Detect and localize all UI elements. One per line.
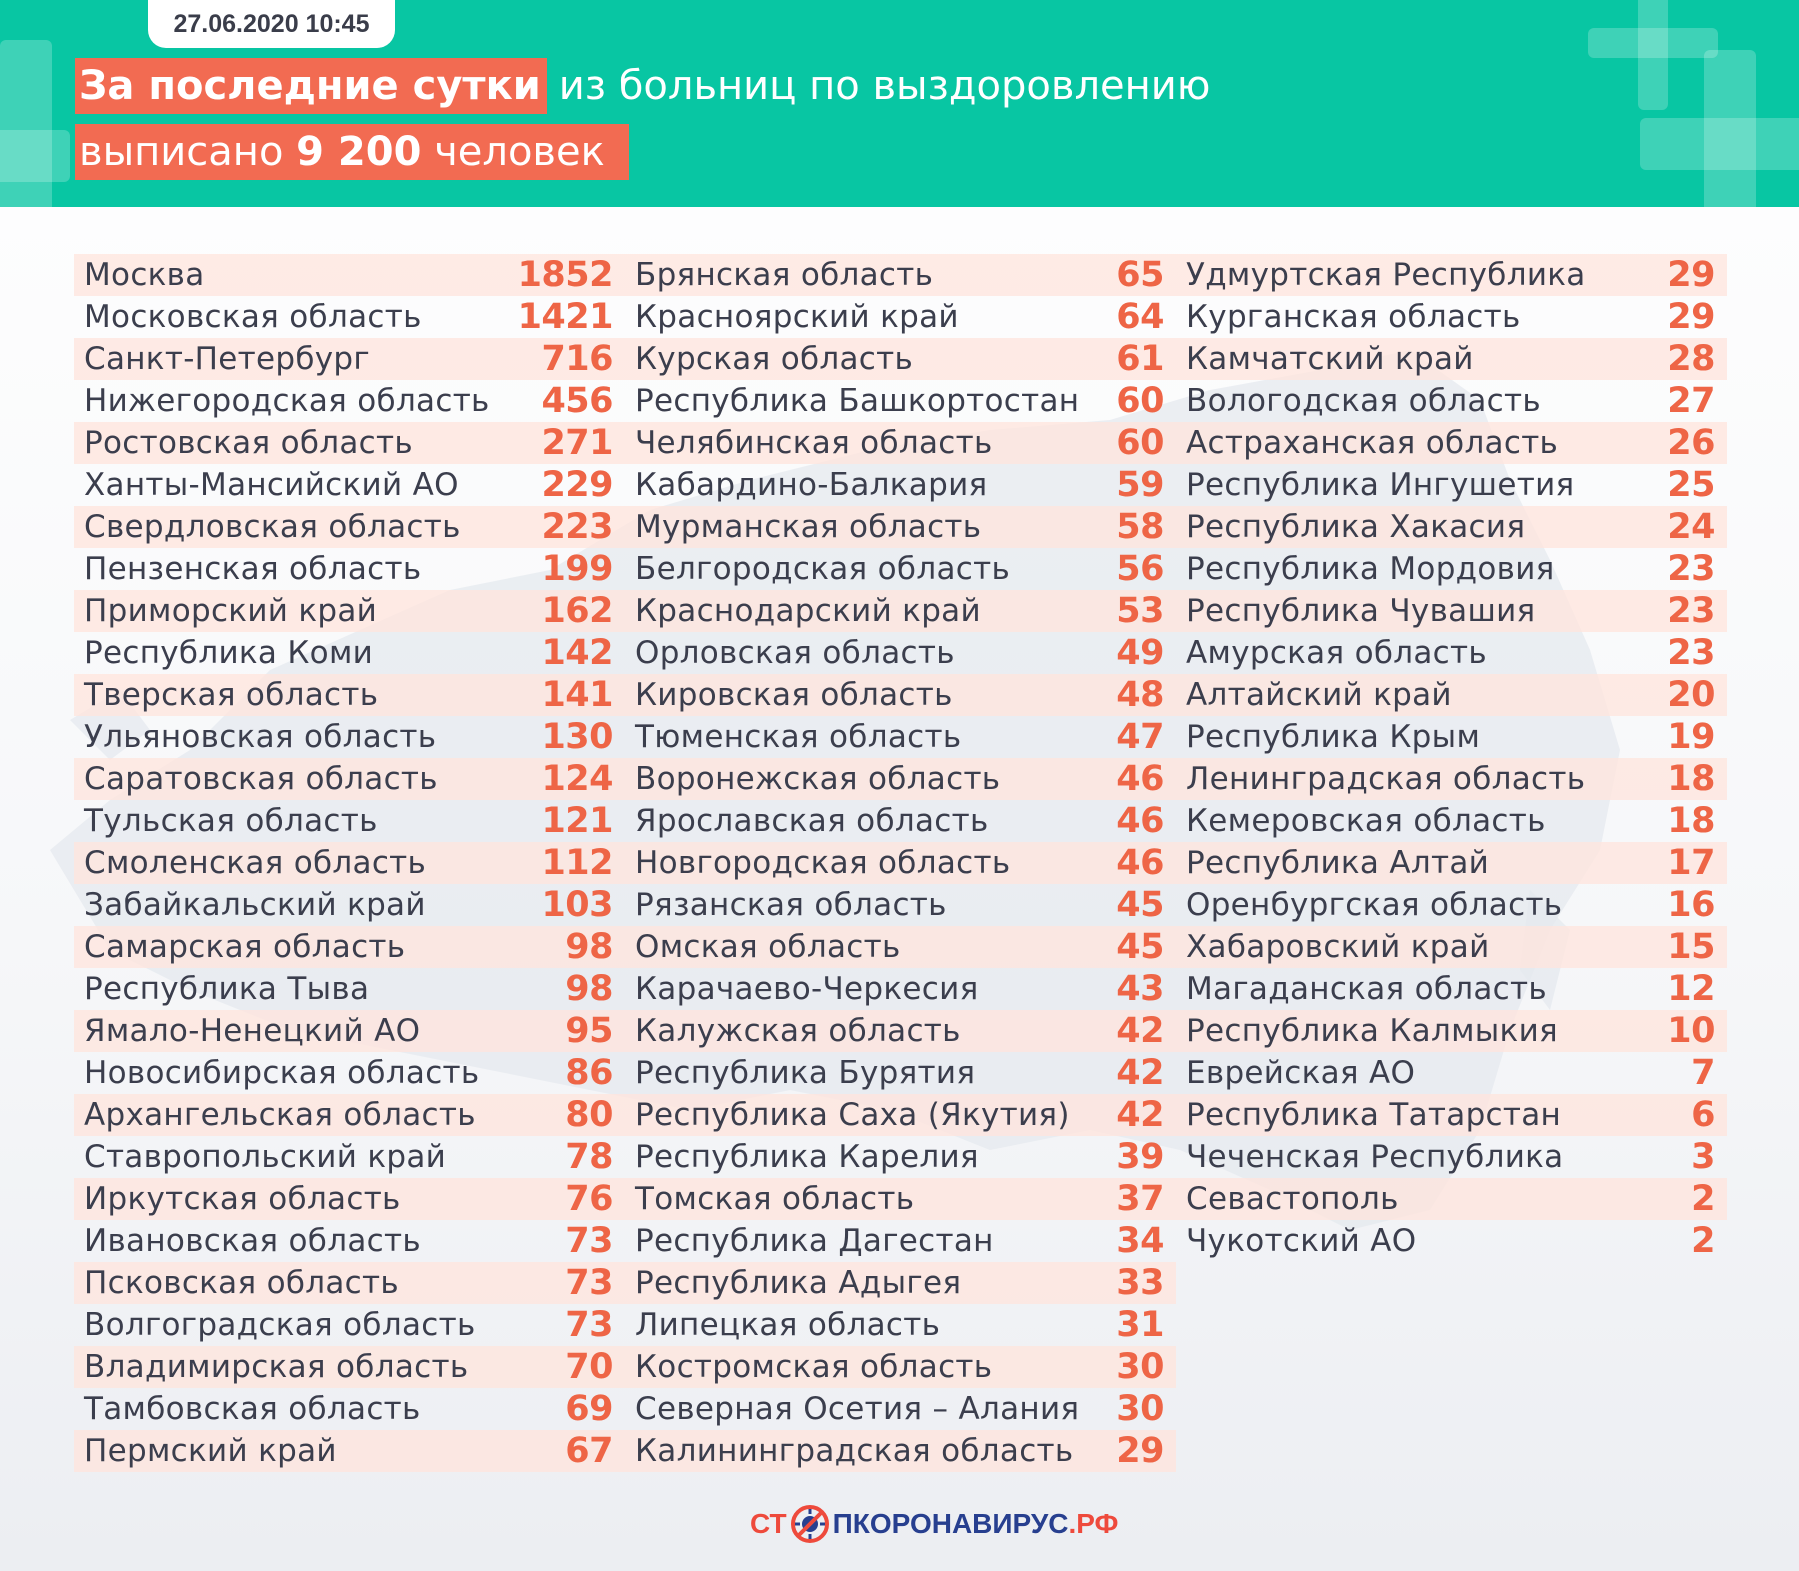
- table-row: [74, 632, 625, 674]
- region-name: Республика Адыгея: [635, 1265, 962, 1301]
- recovered-count: 2: [1691, 1221, 1715, 1261]
- table-row: [1176, 548, 1727, 590]
- region-name: Пензенская область: [84, 551, 422, 587]
- headline-text: из больниц по выздоровлению: [558, 63, 1211, 109]
- recovered-count: 141: [541, 675, 613, 715]
- recovered-count: 33: [1116, 1263, 1164, 1303]
- table-row: [625, 1094, 1176, 1136]
- table-row: [625, 1052, 1176, 1094]
- table-row: [625, 1346, 1176, 1388]
- region-name: Курская область: [635, 341, 914, 377]
- recovered-count: 23: [1667, 633, 1715, 673]
- region-name: Республика Крым: [1186, 719, 1481, 755]
- recovered-count: 716: [541, 339, 613, 379]
- table-row: [74, 1346, 625, 1388]
- recovered-count: 46: [1116, 843, 1164, 883]
- recovered-count: 30: [1116, 1347, 1164, 1387]
- recovered-count: 86: [565, 1053, 613, 1093]
- recovered-count: 30: [1116, 1389, 1164, 1429]
- table-row: [625, 926, 1176, 968]
- region-name: Мурманская область: [635, 509, 982, 545]
- recovered-count: 73: [565, 1305, 613, 1345]
- table-row: [1176, 1052, 1727, 1094]
- recovered-count: 1421: [517, 297, 613, 337]
- region-name: Тульская область: [84, 803, 378, 839]
- region-name: Новосибирская область: [84, 1055, 480, 1091]
- recovered-count: 37: [1116, 1179, 1164, 1219]
- region-name: Ивановская область: [84, 1223, 421, 1259]
- table-row: [1176, 674, 1727, 716]
- recovered-count: 42: [1116, 1095, 1164, 1135]
- table-row: [625, 1136, 1176, 1178]
- region-name: Республика Алтай: [1186, 845, 1490, 881]
- region-name: Северная Осетия – Алания: [635, 1391, 1080, 1427]
- region-name: Томская область: [635, 1181, 915, 1217]
- headline-suffix: человек: [434, 129, 605, 175]
- table-row: [625, 1430, 1176, 1472]
- headline-line-2: [75, 124, 629, 180]
- region-name: Орловская область: [635, 635, 955, 671]
- region-name: Магаданская область: [1186, 971, 1547, 1007]
- region-name: Карачаево-Черкесия: [635, 971, 979, 1007]
- region-name: Удмуртская Республика: [1186, 257, 1586, 293]
- region-name: Республика Калмыкия: [1186, 1013, 1558, 1049]
- recovered-count: 29: [1667, 255, 1715, 295]
- recovered-count: 199: [541, 549, 613, 589]
- table-row: [74, 968, 625, 1010]
- headline-total-box: [75, 124, 629, 180]
- region-name: Республика Хакасия: [1186, 509, 1526, 545]
- table-row: [1176, 758, 1727, 800]
- table-row: [625, 548, 1176, 590]
- recovered-count: 142: [541, 633, 613, 673]
- recovered-count: 70: [565, 1347, 613, 1387]
- region-name: Волгоградская область: [84, 1307, 476, 1343]
- table-row: [1176, 842, 1727, 884]
- region-name: Кемеровская область: [1186, 803, 1546, 839]
- table-row: [625, 590, 1176, 632]
- recovered-count: 45: [1116, 927, 1164, 967]
- region-name: Челябинская область: [635, 425, 993, 461]
- recovered-count: 456: [541, 381, 613, 421]
- table-row: [1176, 506, 1727, 548]
- table-row: [1176, 1136, 1727, 1178]
- region-name: Санкт-Петербург: [84, 341, 370, 377]
- region-name: Чукотский АО: [1186, 1223, 1417, 1259]
- recovered-count: 6: [1691, 1095, 1715, 1135]
- region-name: Камчатский край: [1186, 341, 1474, 377]
- region-name: Республика Ингушетия: [1186, 467, 1575, 503]
- recovered-count: 42: [1116, 1011, 1164, 1051]
- region-name: Тверская область: [84, 677, 379, 713]
- recovered-count: 124: [541, 759, 613, 799]
- table-row: [74, 1010, 625, 1052]
- region-name: Курганская область: [1186, 299, 1521, 335]
- recovered-count: 73: [565, 1221, 613, 1261]
- recovered-count: 7: [1691, 1053, 1715, 1093]
- recovered-count: 53: [1116, 591, 1164, 631]
- region-column-1: [74, 254, 625, 1472]
- table-row: [1176, 380, 1727, 422]
- region-name: Красноярский край: [635, 299, 959, 335]
- recovered-count: 130: [541, 717, 613, 757]
- table-row: [74, 464, 625, 506]
- recovered-count: 17: [1667, 843, 1715, 883]
- recovered-count: 103: [541, 885, 613, 925]
- region-name: Рязанская область: [635, 887, 947, 923]
- table-row: [625, 1304, 1176, 1346]
- recovered-count: 162: [541, 591, 613, 631]
- region-name: Республика Мордовия: [1186, 551, 1555, 587]
- recovered-count: 31: [1116, 1305, 1164, 1345]
- table-row: [1176, 926, 1727, 968]
- table-row: [74, 548, 625, 590]
- region-name: Вологодская область: [1186, 383, 1541, 419]
- region-name: Ульяновская область: [84, 719, 437, 755]
- region-name: Севастополь: [1186, 1181, 1399, 1217]
- table-row: [1176, 1094, 1727, 1136]
- table-row: [74, 1052, 625, 1094]
- table-row: [74, 590, 625, 632]
- recovered-count: 76: [565, 1179, 613, 1219]
- recovered-count: 49: [1116, 633, 1164, 673]
- recovered-count: 73: [565, 1263, 613, 1303]
- region-name: Самарская область: [84, 929, 406, 965]
- table-row: [1176, 1010, 1727, 1052]
- table-row: [625, 380, 1176, 422]
- recovered-count: 18: [1667, 801, 1715, 841]
- table-row: [1176, 296, 1727, 338]
- header-banner: [0, 0, 1799, 207]
- headline-highlight: За последние сутки: [75, 58, 547, 114]
- region-name: Алтайский край: [1186, 677, 1452, 713]
- table-row: [1176, 716, 1727, 758]
- table-row: [625, 338, 1176, 380]
- region-name: Белгородская область: [635, 551, 1011, 587]
- recovered-count: 43: [1116, 969, 1164, 1009]
- table-row: [74, 1220, 625, 1262]
- table-row: [1176, 422, 1727, 464]
- virus-stop-icon: [789, 1503, 831, 1545]
- region-name: Забайкальский край: [84, 887, 426, 923]
- recovered-count: 34: [1116, 1221, 1164, 1261]
- region-name: Москва: [84, 257, 205, 293]
- table-row: [74, 758, 625, 800]
- recovered-count: 28: [1667, 339, 1715, 379]
- table-row: [625, 506, 1176, 548]
- region-name: Республика Башкортостан: [635, 383, 1080, 419]
- table-row: [625, 464, 1176, 506]
- table-row: [1176, 590, 1727, 632]
- table-row: [74, 338, 625, 380]
- recovered-count: 25: [1667, 465, 1715, 505]
- region-name: Тюменская область: [635, 719, 962, 755]
- region-name: Оренбургская область: [1186, 887, 1563, 923]
- region-name: Ямало-Ненецкий АО: [84, 1013, 421, 1049]
- table-row: [74, 1178, 625, 1220]
- recovered-count: 16: [1667, 885, 1715, 925]
- region-name: Тамбовская область: [84, 1391, 421, 1427]
- table-row: [625, 842, 1176, 884]
- headline-total-number: 9 200: [296, 129, 422, 175]
- table-row: [1176, 338, 1727, 380]
- logo-text-part2: ПКОРОНАВИРУС: [832, 1508, 1069, 1539]
- recovered-count: 12: [1667, 969, 1715, 1009]
- region-name: Псковская область: [84, 1265, 399, 1301]
- table-row: [1176, 884, 1727, 926]
- region-name: Архангельская область: [84, 1097, 476, 1133]
- recovered-count: 46: [1116, 759, 1164, 799]
- region-name: Свердловская область: [84, 509, 461, 545]
- headline-prefix: выписано: [79, 129, 284, 175]
- region-name: Республика Карелия: [635, 1139, 979, 1175]
- recovered-count: 23: [1667, 591, 1715, 631]
- region-name: Пермский край: [84, 1433, 337, 1469]
- region-name: Ханты-Мансийский АО: [84, 467, 459, 503]
- table-row: [74, 506, 625, 548]
- region-name: Воронежская область: [635, 761, 1001, 797]
- table-row: [625, 632, 1176, 674]
- recovered-count: 112: [541, 843, 613, 883]
- table-row: [1176, 1220, 1727, 1262]
- region-name: Владимирская область: [84, 1349, 469, 1385]
- region-name: Ленинградская область: [1186, 761, 1586, 797]
- region-name: Смоленская область: [84, 845, 427, 881]
- recovered-count: 2: [1691, 1179, 1715, 1219]
- recovered-count: 20: [1667, 675, 1715, 715]
- recovered-count: 58: [1116, 507, 1164, 547]
- table-row: [74, 926, 625, 968]
- table-row: [74, 842, 625, 884]
- recovered-count: 64: [1116, 297, 1164, 337]
- recovered-count: 47: [1116, 717, 1164, 757]
- recovered-count: 69: [565, 1389, 613, 1429]
- region-name: Новгородская область: [635, 845, 1011, 881]
- table-row: [74, 884, 625, 926]
- recovered-count: 24: [1667, 507, 1715, 547]
- table-row: [1176, 254, 1727, 296]
- recovered-count: 56: [1116, 549, 1164, 589]
- region-name: Иркутская область: [84, 1181, 401, 1217]
- region-name: Республика Бурятия: [635, 1055, 976, 1091]
- table-row: [1176, 1178, 1727, 1220]
- logo-text-part1: СТ: [750, 1508, 787, 1539]
- region-name: Амурская область: [1186, 635, 1487, 671]
- table-row: [625, 1178, 1176, 1220]
- table-row: [74, 1136, 625, 1178]
- region-name: Омская область: [635, 929, 901, 965]
- region-name: Ставропольский край: [84, 1139, 447, 1175]
- region-name: Республика Татарстан: [1186, 1097, 1562, 1133]
- table-row: [625, 884, 1176, 926]
- recovered-count: 3: [1691, 1137, 1715, 1177]
- table-row: [625, 1010, 1176, 1052]
- table-row: [1176, 632, 1727, 674]
- region-name: Московская область: [84, 299, 422, 335]
- recovered-count: 65: [1116, 255, 1164, 295]
- region-name: Ростовская область: [84, 425, 413, 461]
- table-row: [1176, 968, 1727, 1010]
- region-name: Калужская область: [635, 1013, 961, 1049]
- recovered-count: 80: [565, 1095, 613, 1135]
- table-row: [74, 1430, 625, 1472]
- recovered-count: 121: [541, 801, 613, 841]
- recovered-count: 15: [1667, 927, 1715, 967]
- region-column-2: [625, 254, 1176, 1472]
- region-name: Саратовская область: [84, 761, 438, 797]
- table-row: [74, 674, 625, 716]
- table-row: [625, 758, 1176, 800]
- recovered-count: 67: [565, 1431, 613, 1471]
- recovered-count: 29: [1667, 297, 1715, 337]
- table-row: [74, 296, 625, 338]
- recovered-count: 46: [1116, 801, 1164, 841]
- region-name: Республика Саха (Якутия): [635, 1097, 1070, 1133]
- region-name: Липецкая область: [635, 1307, 941, 1343]
- recovered-count: 39: [1116, 1137, 1164, 1177]
- table-row: [74, 800, 625, 842]
- region-name: Кабардино-Балкария: [635, 467, 988, 503]
- table-row: [74, 380, 625, 422]
- table-row: [625, 1262, 1176, 1304]
- table-row: [1176, 800, 1727, 842]
- recovered-count: 98: [565, 927, 613, 967]
- table-row: [625, 800, 1176, 842]
- region-name: Нижегородская область: [84, 383, 490, 419]
- recovered-count: 59: [1116, 465, 1164, 505]
- logo-text-part3: .РФ: [1068, 1508, 1119, 1539]
- recovered-count: 10: [1667, 1011, 1715, 1051]
- region-name: Брянская область: [635, 257, 934, 293]
- region-name: Хабаровский край: [1186, 929, 1490, 965]
- recovered-count: 271: [541, 423, 613, 463]
- table-row: [625, 968, 1176, 1010]
- region-name: Астраханская область: [1186, 425, 1559, 461]
- table-row: [625, 254, 1176, 296]
- region-name: Республика Коми: [84, 635, 374, 671]
- plus-cross-icon: [1640, 40, 1799, 207]
- table-row: [1176, 464, 1727, 506]
- region-name: Калининградская область: [635, 1433, 1074, 1469]
- recovered-count: 1852: [517, 255, 613, 295]
- recovered-count: 61: [1116, 339, 1164, 379]
- recovered-count: 18: [1667, 759, 1715, 799]
- recovered-count: 223: [541, 507, 613, 547]
- region-name: Ярославская область: [635, 803, 989, 839]
- recovered-count: 60: [1116, 381, 1164, 421]
- region-name: Еврейская АО: [1186, 1055, 1416, 1091]
- date-badge: 27.06.2020 10:45: [148, 0, 395, 48]
- plus-cross-icon: [0, 40, 70, 207]
- recovered-count: 19: [1667, 717, 1715, 757]
- recovered-count: 23: [1667, 549, 1715, 589]
- region-name: Республика Тыва: [84, 971, 370, 1007]
- recovered-count: 60: [1116, 423, 1164, 463]
- region-name: Республика Чувашия: [1186, 593, 1536, 629]
- region-column-3: [1176, 254, 1727, 1262]
- region-name: Краснодарский край: [635, 593, 981, 629]
- table-row: [74, 1094, 625, 1136]
- table-row: [625, 1388, 1176, 1430]
- recovered-count: 42: [1116, 1053, 1164, 1093]
- table-row: [74, 1262, 625, 1304]
- recovered-count: 27: [1667, 381, 1715, 421]
- recovered-count: 45: [1116, 885, 1164, 925]
- table-row: [625, 1220, 1176, 1262]
- table-row: [625, 674, 1176, 716]
- region-name: Костромская область: [635, 1349, 993, 1385]
- stopkoronavirus-logo: [750, 1499, 1118, 1549]
- table-row: [74, 1388, 625, 1430]
- recovered-count: 78: [565, 1137, 613, 1177]
- recovered-count: 229: [541, 465, 613, 505]
- recovered-count: 48: [1116, 675, 1164, 715]
- region-name: Республика Дагестан: [635, 1223, 994, 1259]
- table-row: [74, 422, 625, 464]
- headline-line-1: [75, 58, 1210, 114]
- recovered-count: 95: [565, 1011, 613, 1051]
- recovered-count: 26: [1667, 423, 1715, 463]
- table-row: [625, 422, 1176, 464]
- table-row: [74, 254, 625, 296]
- recovered-count: 29: [1116, 1431, 1164, 1471]
- recovered-count: 98: [565, 969, 613, 1009]
- table-row: [74, 1304, 625, 1346]
- region-name: Приморский край: [84, 593, 378, 629]
- table-row: [625, 716, 1176, 758]
- region-name: Кировская область: [635, 677, 953, 713]
- region-name: Чеченская Республика: [1186, 1139, 1564, 1175]
- table-row: [625, 296, 1176, 338]
- table-row: [74, 716, 625, 758]
